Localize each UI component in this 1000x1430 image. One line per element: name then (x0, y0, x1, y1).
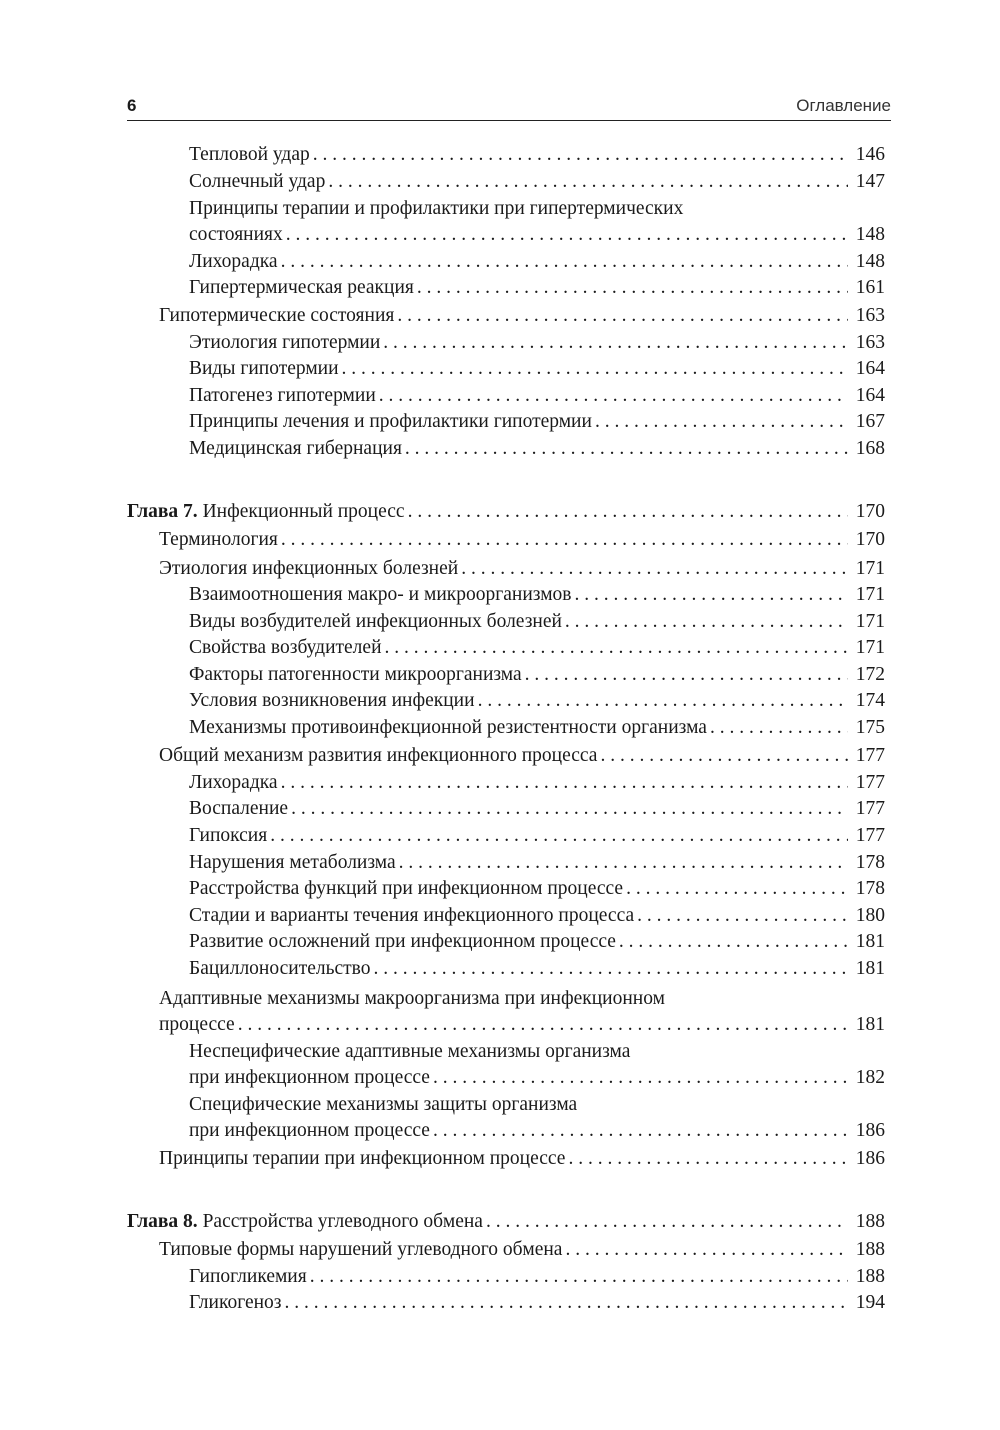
entry-title (189, 688, 475, 714)
entry-label: Гипоксия (189, 825, 268, 846)
toc-entry (189, 383, 885, 409)
dot-leader (600, 743, 848, 769)
page-ref: 147 (855, 171, 885, 192)
dot-leader (433, 1065, 848, 1091)
chapter-entry (127, 499, 885, 525)
dot-leader (417, 275, 848, 301)
toc-entry (189, 222, 885, 248)
entry-label: при инфекционном процессе (189, 1067, 430, 1088)
toc-entry (189, 903, 885, 929)
page-ref: 178 (855, 852, 885, 873)
page-ref: 163 (855, 332, 885, 353)
entry-label: при инфекционном процессе (189, 1120, 430, 1141)
toc-entry (189, 142, 885, 168)
entry-title (189, 275, 414, 301)
entry-title (189, 383, 376, 409)
dot-leader (399, 850, 848, 876)
toc-entry (159, 527, 885, 553)
entry-label: Солнечный удар (189, 171, 326, 192)
entry-title (189, 850, 396, 876)
entry-title (189, 1118, 430, 1144)
entry-title (189, 409, 592, 435)
entry-label: Виды возбудителей инфекционных болезней (189, 611, 562, 632)
dot-leader (291, 796, 848, 822)
entry-label: Этиология инфекционных болезней (159, 558, 459, 579)
toc-entry (189, 662, 885, 688)
entry-title (189, 169, 325, 195)
page-ref: 177 (855, 772, 885, 793)
entry-title (189, 635, 382, 661)
entry-label: Свойства возбудителей (189, 637, 382, 658)
entry-title (159, 1237, 562, 1263)
dot-leader (270, 823, 848, 849)
dot-leader (374, 956, 849, 982)
toc-entry (159, 986, 885, 1012)
toc-entry (189, 688, 885, 714)
entry-title (189, 796, 288, 822)
dot-leader (286, 222, 848, 248)
toc-entry (189, 929, 885, 955)
running-header (127, 96, 891, 118)
entry-label: Гипогликемия (189, 1266, 307, 1287)
page-ref: 171 (855, 584, 885, 605)
entry-title (127, 1209, 483, 1235)
entry-title (189, 903, 634, 929)
page-ref: 148 (855, 251, 885, 272)
entry-title (189, 1065, 430, 1091)
entry-label: Механизмы противоинфекционной резистентности организма (189, 717, 707, 738)
dot-leader (379, 383, 848, 409)
entry-label: Специфические механизмы защиты организма (189, 1094, 578, 1115)
toc-entry (189, 635, 885, 661)
entry-title (189, 196, 683, 222)
page-ref: 171 (855, 637, 885, 658)
entry-title (159, 527, 278, 553)
dot-leader (461, 556, 848, 582)
toc-entry (189, 770, 885, 796)
toc-entry (189, 609, 885, 635)
entry-label: Взаимоотношения макро- и микроорганизмов (189, 584, 572, 605)
entry-label: Принципы терапии и профилактики при гипертермических (189, 198, 684, 219)
page-ref: 188 (855, 1239, 885, 1260)
toc-entry (189, 796, 885, 822)
entry-title (189, 876, 623, 902)
entry-title (189, 249, 278, 275)
entry-label: Неспецифические адаптивные механизмы организма (189, 1041, 631, 1062)
dot-leader (575, 582, 849, 608)
toc-entry (189, 1039, 885, 1065)
entry-label: Развитие осложнений при инфекционном процессе (189, 931, 616, 952)
entry-label: Инфекционный процесс (202, 501, 405, 522)
entry-label: Терминология (159, 529, 278, 550)
toc-entry (189, 823, 885, 849)
entry-title (189, 1092, 577, 1118)
page-ref: 170 (855, 501, 885, 522)
entry-label: Общий механизм развития инфекционного процесса (159, 745, 598, 766)
entry-title (159, 556, 458, 582)
entry-title (189, 609, 562, 635)
dot-leader (342, 356, 848, 382)
toc-entry (189, 436, 885, 462)
entry-title (189, 330, 380, 356)
page-ref: 188 (855, 1211, 885, 1232)
entry-title (189, 956, 371, 982)
dot-leader (710, 715, 848, 741)
chapter-label: Глава 7. (127, 501, 198, 522)
page-ref: 167 (855, 411, 885, 432)
dot-leader (565, 609, 848, 635)
dot-leader (281, 770, 848, 796)
dot-leader (408, 499, 848, 525)
toc-entry (189, 1092, 885, 1118)
page-ref: 174 (855, 690, 885, 711)
toc-entry (189, 956, 885, 982)
entry-title (189, 929, 616, 955)
entry-label: Адаптивные механизмы макроорганизма при инфекционном (159, 988, 665, 1009)
page-ref: 181 (855, 958, 885, 979)
dot-leader (285, 1290, 849, 1316)
page-ref: 177 (855, 745, 885, 766)
page-ref: 171 (855, 558, 885, 579)
page-ref: 178 (855, 878, 885, 899)
entry-title (189, 823, 267, 849)
page-ref: 181 (855, 931, 885, 952)
entry-label: Расстройства функций при инфекционном процессе (189, 878, 624, 899)
entry-title (189, 1039, 630, 1065)
entry-label: Нарушения метаболизма (189, 852, 396, 873)
dot-leader (626, 876, 848, 902)
page-ref: 175 (855, 717, 885, 738)
page-ref: 188 (855, 1266, 885, 1287)
dot-leader (405, 436, 848, 462)
page-ref: 182 (855, 1067, 885, 1088)
chapter-label: Глава 8. (127, 1211, 198, 1232)
header-rule (127, 120, 891, 121)
toc-entry (159, 743, 885, 769)
dot-leader (281, 527, 848, 553)
dot-leader (310, 1264, 848, 1290)
page-ref: 177 (855, 825, 885, 846)
entry-label: Типовые формы нарушений углеводного обмена (159, 1239, 563, 1260)
entry-label: Условия возникновения инфекции (189, 690, 475, 711)
toc-entry (159, 1237, 885, 1263)
toc-entry (189, 409, 885, 435)
page-ref: 180 (855, 905, 885, 926)
toc-entry (159, 556, 885, 582)
section-title: Оглавление (796, 96, 891, 115)
toc-entry (189, 196, 885, 222)
dot-leader (637, 903, 848, 929)
toc-entry (189, 582, 885, 608)
entry-title (189, 1264, 307, 1290)
entry-title (189, 436, 402, 462)
dot-leader (486, 1209, 848, 1235)
toc-entry (189, 876, 885, 902)
toc-entry (189, 1264, 885, 1290)
page-number: 6 (127, 96, 137, 115)
entry-title (189, 770, 278, 796)
page-ref: 170 (855, 529, 885, 550)
entry-title (159, 303, 394, 329)
entry-label: Факторы патогенности микроорганизма (189, 664, 522, 685)
entry-label: состояниях (189, 224, 283, 245)
dot-leader (281, 249, 848, 275)
dot-leader (383, 330, 848, 356)
toc-entry (159, 1012, 885, 1038)
page-ref: 146 (855, 144, 885, 165)
page-ref: 161 (855, 277, 885, 298)
toc-entry (189, 1290, 885, 1316)
toc-entry (189, 169, 885, 195)
entry-title (189, 662, 522, 688)
page-ref: 186 (855, 1148, 885, 1169)
entry-label: Медицинская гибернация (189, 438, 402, 459)
page-ref: 164 (855, 385, 885, 406)
entry-title (159, 743, 597, 769)
page-ref: 148 (855, 224, 885, 245)
entry-label: Гликогеноз (189, 1292, 282, 1313)
dot-leader (313, 142, 848, 168)
toc-entry (189, 850, 885, 876)
entry-label: Этиология гипотермии (189, 332, 381, 353)
toc-entry (159, 303, 885, 329)
dot-leader (525, 662, 848, 688)
entry-label: Гипертермическая реакция (189, 277, 414, 298)
toc-entry (189, 356, 885, 382)
page-ref: 194 (855, 1292, 885, 1313)
page-ref: 181 (855, 1014, 885, 1035)
dot-leader (385, 635, 848, 661)
toc-entry (189, 1065, 885, 1091)
dot-leader (238, 1012, 848, 1038)
dot-leader (619, 929, 848, 955)
toc-entry (189, 275, 885, 301)
entry-title (189, 356, 339, 382)
toc-entry (159, 1146, 885, 1172)
entry-label: Расстройства углеводного обмена (202, 1211, 483, 1232)
page-ref: 171 (855, 611, 885, 632)
entry-title (127, 499, 405, 525)
page-ref: 164 (855, 358, 885, 379)
entry-label: Стадии и варианты течения инфекционного процесса (189, 905, 635, 926)
entry-title (159, 1146, 565, 1172)
entry-title (189, 582, 572, 608)
entry-label: Принципы лечения и профилактики гипотермии (189, 411, 592, 432)
entry-title (189, 715, 707, 741)
entry-label: Тепловой удар (189, 144, 310, 165)
entry-title (189, 1290, 282, 1316)
entry-label: Виды гипотермии (189, 358, 339, 379)
dot-leader (478, 688, 848, 714)
dot-leader (565, 1237, 848, 1263)
toc-entry (189, 1118, 885, 1144)
chapter-entry (127, 1209, 885, 1235)
entry-label: Лихорадка (189, 251, 278, 272)
toc-entry (189, 715, 885, 741)
entry-label: Гипотермические состояния (159, 305, 395, 326)
page-ref: 172 (855, 664, 885, 685)
page-ref: 163 (855, 305, 885, 326)
page-ref: 168 (855, 438, 885, 459)
toc-entry (189, 330, 885, 356)
entry-label: Воспаление (189, 798, 289, 819)
entry-label: Лихорадка (189, 772, 278, 793)
entry-title (189, 222, 283, 248)
dot-leader (397, 303, 848, 329)
dot-leader (328, 169, 848, 195)
entry-label: процессе (159, 1014, 235, 1035)
entry-title (159, 1012, 235, 1038)
page-ref: 177 (855, 798, 885, 819)
entry-label: Бациллоносительство (189, 958, 371, 979)
entry-label: Принципы терапии при инфекционном процессе (159, 1148, 566, 1169)
entry-label: Патогенез гипотермии (189, 385, 376, 406)
toc-entry (189, 249, 885, 275)
dot-leader (595, 409, 848, 435)
entry-title (159, 986, 665, 1012)
entry-title (189, 142, 310, 168)
dot-leader (433, 1118, 848, 1144)
page-ref: 186 (855, 1120, 885, 1141)
dot-leader (568, 1146, 848, 1172)
